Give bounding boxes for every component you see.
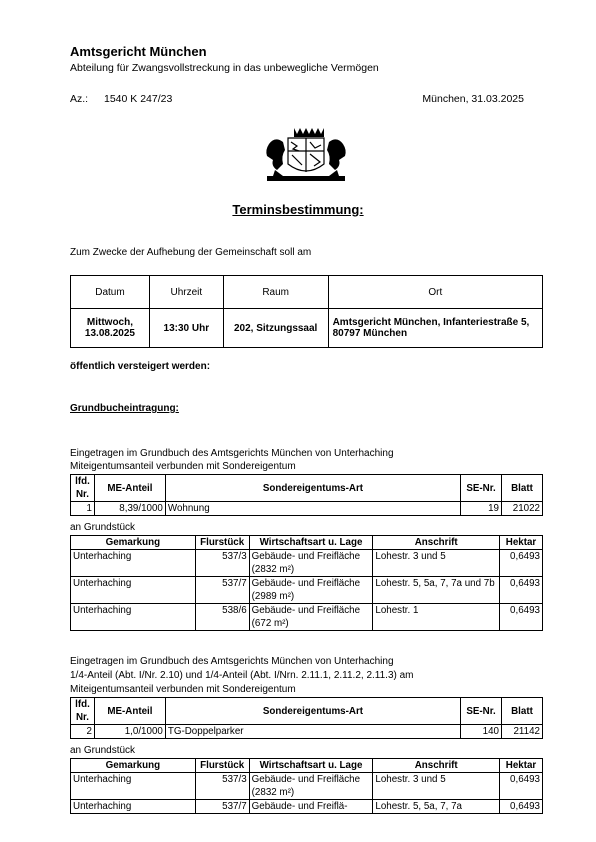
az-number: 1540 K 247/23 (104, 93, 173, 105)
az-label: Az.: (70, 93, 89, 105)
header-datum: Datum (71, 276, 150, 309)
header-art: Sondereigentums-Art (165, 475, 460, 502)
header-blatt: Blatt (502, 475, 543, 502)
header-hektar: Hektar (500, 759, 543, 773)
cell-lfd: 2 (71, 725, 95, 739)
cell-hektar: 0,6493 (500, 604, 543, 631)
cell-me: 8,39/1000 (94, 502, 165, 516)
block1-line2: Miteigentumsanteil verbunden mit Sondereigentum (70, 461, 296, 472)
cell-wirtschaftsart: Gebäude- und Freifläche (2989 m²) (249, 577, 373, 604)
unit-header-row (71, 475, 543, 502)
cell-me: 1,0/1000 (94, 725, 165, 739)
cell-art: Wohnung (165, 502, 460, 516)
termin-date: Mittwoch, 13.08.2025 (71, 309, 150, 348)
cell-flurstueck: 537/7 (195, 800, 249, 814)
cell-wirtschaftsart: Gebäude- und Freiflä- (249, 800, 373, 814)
block1-an-grundstueck: an Grundstück (70, 522, 136, 533)
cell-anschrift: Lohestr. 5, 5a, 7, 7a (373, 800, 500, 814)
bavarian-coat-of-arms (263, 126, 349, 184)
cell-gemarkung: Unterhaching (71, 577, 196, 604)
table-row (71, 773, 543, 800)
table-row (71, 604, 543, 631)
cell-wirtschaftsart: Gebäude- und Freifläche (2832 m²) (249, 550, 373, 577)
termin-place: Amtsgericht München, Infanteriestraße 5, 80797 München (328, 309, 542, 348)
cell-wirtschaftsart: Gebäude- und Freifläche (672 m²) (249, 604, 373, 631)
header-flurstueck: Flurstück (195, 759, 249, 773)
header-anschrift: Anschrift (373, 536, 500, 550)
cell-se: 140 (461, 725, 502, 739)
cell-hektar: 0,6493 (500, 577, 543, 604)
cell-se: 19 (461, 502, 502, 516)
cell-anschrift: Lohestr. 3 und 5 (373, 550, 500, 577)
cell-hektar: 0,6493 (500, 550, 543, 577)
termin-value-row (71, 309, 543, 348)
auction-statement: öffentlich versteigert werden: (70, 361, 211, 372)
header-gemarkung: Gemarkung (71, 536, 196, 550)
unit-header-row (71, 698, 543, 725)
header-se: SE-Nr. (461, 698, 502, 725)
block1-line1: Eingetragen im Grundbuch des Amtsgerichts München von Unterhaching (70, 448, 394, 459)
block1-unit-table (70, 474, 543, 516)
table-row (71, 577, 543, 604)
cell-art: TG-Doppelparker (165, 725, 460, 739)
header-se: SE-Nr. (461, 475, 502, 502)
block2-line3: Miteigentumsanteil verbunden mit Sondereigentum (70, 684, 296, 695)
cell-flurstueck: 538/6 (195, 604, 249, 631)
table-row (71, 725, 543, 739)
termin-header-row (71, 276, 543, 309)
place-date: München, 31.03.2025 (422, 93, 524, 105)
table-row (71, 550, 543, 577)
cell-gemarkung: Unterhaching (71, 550, 196, 577)
cell-blatt: 21022 (502, 502, 543, 516)
block2-line1: Eingetragen im Grundbuch des Amtsgerichts München von Unterhaching (70, 656, 394, 667)
parcel-header-row (71, 536, 543, 550)
termin-table (70, 275, 543, 348)
header-gemarkung: Gemarkung (71, 759, 196, 773)
cell-hektar: 0,6493 (500, 773, 543, 800)
cell-flurstueck: 537/7 (195, 577, 249, 604)
table-row (71, 800, 543, 814)
department: Abteilung für Zwangsvollstreckung in das unbewegliche Vermögen (70, 62, 379, 74)
header-lfd: lfd. Nr. (71, 475, 95, 502)
cell-gemarkung: Unterhaching (71, 800, 196, 814)
cell-wirtschaftsart: Gebäude- und Freifläche (2832 m²) (249, 773, 373, 800)
cell-gemarkung: Unterhaching (71, 773, 196, 800)
cell-anschrift: Lohestr. 3 und 5 (373, 773, 500, 800)
grundbuch-heading: Grundbucheintragung: (70, 403, 179, 414)
intro-text: Zum Zwecke der Aufhebung der Gemeinschaft soll am (70, 247, 312, 258)
cell-blatt: 21142 (502, 725, 543, 739)
court-name: Amtsgericht München (70, 44, 207, 59)
header-blatt: Blatt (502, 698, 543, 725)
block2-line2: 1/4-Anteil (Abt. I/Nr. 2.10) und 1/4-Anteil (Abt. I/Nrn. 2.11.1, 2.11.2, 2.11.3) am (70, 670, 414, 681)
block2-an-grundstueck: an Grundstück (70, 745, 136, 756)
header-anschrift: Anschrift (373, 759, 500, 773)
header-raum: Raum (223, 276, 328, 309)
cell-flurstueck: 537/3 (195, 773, 249, 800)
header-art: Sondereigentums-Art (165, 698, 460, 725)
table-row (71, 502, 543, 516)
cell-hektar: 0,6493 (500, 800, 543, 814)
block2-unit-table (70, 697, 543, 739)
header-lfd: lfd. Nr. (71, 698, 95, 725)
parcel-header-row (71, 759, 543, 773)
header-uhrzeit: Uhrzeit (149, 276, 223, 309)
block1-parcel-table (70, 535, 543, 631)
header-me: ME-Anteil (94, 698, 165, 725)
header-wirtschaftsart: Wirtschaftsart u. Lage (249, 536, 373, 550)
document-title: Terminsbestimmung: (232, 202, 364, 217)
termin-time: 13:30 Uhr (149, 309, 223, 348)
header-flurstueck: Flurstück (195, 536, 249, 550)
cell-gemarkung: Unterhaching (71, 604, 196, 631)
header-hektar: Hektar (500, 536, 543, 550)
header-ort: Ort (328, 276, 542, 309)
cell-lfd: 1 (71, 502, 95, 516)
cell-anschrift: Lohestr. 1 (373, 604, 500, 631)
block2-parcel-table (70, 758, 543, 814)
termin-room: 202, Sitzungssaal (223, 309, 328, 348)
cell-flurstueck: 537/3 (195, 550, 249, 577)
header-wirtschaftsart: Wirtschaftsart u. Lage (249, 759, 373, 773)
header-me: ME-Anteil (94, 475, 165, 502)
cell-anschrift: Lohestr. 5, 5a, 7, 7a und 7b (373, 577, 500, 604)
